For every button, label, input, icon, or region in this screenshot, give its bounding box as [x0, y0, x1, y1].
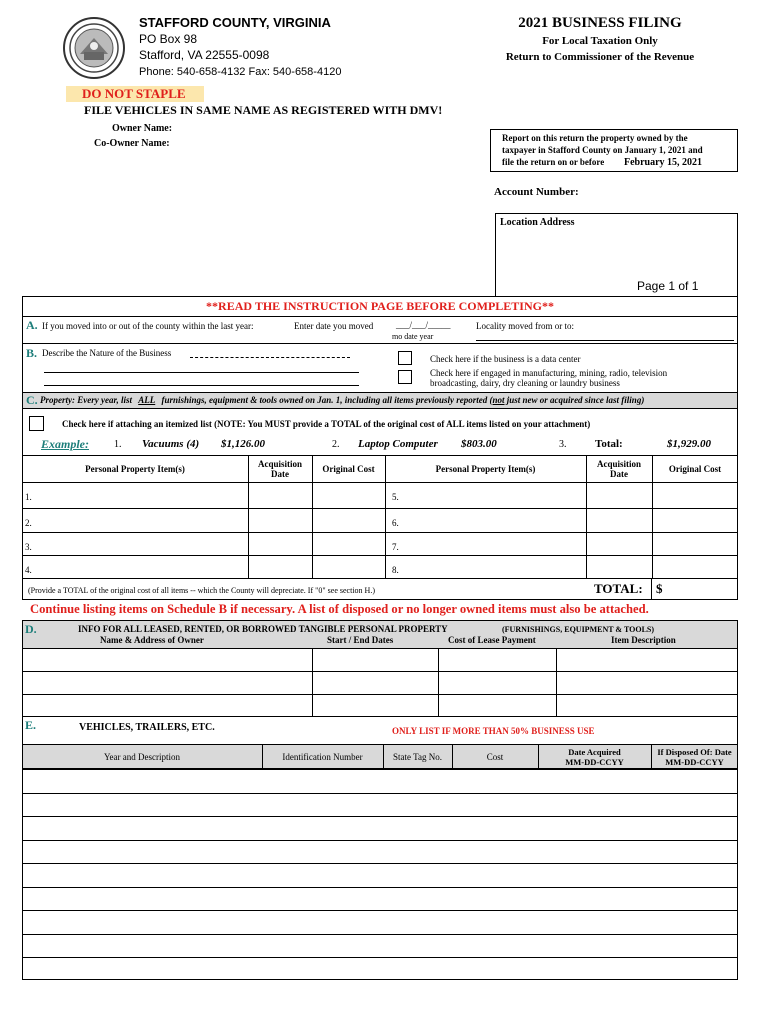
vehicle-row[interactable] — [23, 841, 737, 863]
coowner-name-label: Co-Owner Name: — [94, 138, 170, 149]
property-row-number: 2. — [25, 518, 32, 528]
section-c-text-a: Property: Every year, list — [40, 395, 132, 405]
form-title: 2021 BUSINESS FILING — [518, 15, 682, 31]
section-b-letter: B. — [26, 346, 38, 360]
example-num-2: 2. — [332, 439, 340, 450]
vehicle-col-header: Cost — [486, 752, 504, 762]
example-total-label: Total: — [595, 438, 623, 450]
section-e-title: VEHICLES, TRAILERS, ETC. — [79, 722, 215, 733]
vehicle-row[interactable] — [23, 864, 737, 886]
section-c-text-c: just new or acquired since last filing) — [506, 395, 645, 405]
vehicle-col-header: State Tag No. — [393, 752, 442, 762]
example-item-2: Laptop Computer — [358, 438, 438, 450]
example-cost-1: $1,126.00 — [221, 438, 265, 450]
moved-date-field[interactable]: ___/___/_____ — [396, 320, 451, 330]
property-row-number: 4. — [25, 565, 32, 575]
vehicle-row[interactable] — [23, 794, 737, 816]
due-date: February 15, 2021 — [624, 157, 703, 168]
instruction-banner: **READ THE INSTRUCTION PAGE BEFORE COMPLETING** — [206, 299, 554, 313]
form-subtitle: For Local Taxation Only — [542, 35, 658, 47]
location-address-label: Location Address — [500, 217, 575, 228]
example-num-3: 3. — [559, 439, 567, 450]
form-return-to: Return to Commissioner of the Revenue — [505, 51, 695, 63]
property-col-header: Original Cost — [668, 464, 722, 474]
total-dollar: $ — [656, 581, 663, 596]
po-box: PO Box 98 — [139, 32, 198, 46]
property-row-number: 3. — [25, 542, 32, 552]
section-d-title: INFO FOR ALL LEASED, RENTED, OR BORROWED TANGIBLE PERSONAL PROPERTY — [78, 624, 448, 634]
report-line1: Report on this return the property owned by the — [502, 133, 688, 143]
vehicle-col-header: Year and Description — [103, 752, 181, 762]
section-e-letter: E. — [25, 718, 37, 732]
report-line3: file the return on or before — [502, 157, 605, 167]
property-col-header: Original Cost — [322, 464, 375, 474]
continue-note: Continue listing items on Schedule B if necessary. A list of disposed or no longer owned items must also be attached. — [30, 602, 649, 616]
section-c-letter: C. — [26, 393, 38, 407]
section-c-text — [40, 395, 644, 405]
vehicle-row[interactable] — [23, 935, 737, 957]
property-row-number: 7. — [392, 542, 399, 552]
section-d-col-dates: Start / End Dates — [327, 635, 394, 645]
example-item-1: Vacuums (4) — [142, 438, 200, 450]
total-label: TOTAL: — [594, 581, 643, 596]
section-e-note: ONLY LIST IF MORE THAN 50% BUSINESS USE — [392, 726, 595, 736]
property-row-number: 8. — [392, 565, 399, 575]
example-num-1: 1. — [114, 439, 122, 450]
manufacturing-label-2: broadcasting, dairy, dry cleaning or laundry business — [430, 378, 620, 388]
acquisition-date-header: Date — [610, 469, 628, 479]
vehicle-row[interactable] — [23, 958, 737, 980]
section-c-all: ALL — [138, 395, 156, 405]
business-nature-field-3[interactable] — [44, 385, 359, 386]
itemized-list-label: Check here if attaching an itemized list (NOTE: You MUST provide a TOTAL of the original cost of ALL items listed on your attachment) — [62, 419, 591, 429]
lease-row[interactable] — [24, 671, 310, 692]
section-c-not: not — [492, 395, 505, 405]
section-b-text: Describe the Nature of the Business — [42, 348, 172, 358]
property-col-header: Personal Property Item(s) — [85, 464, 185, 474]
example-label: Example: — [41, 437, 89, 451]
section-a-text: If you moved into or out of the county within the last year: — [42, 321, 254, 331]
lease-row[interactable] — [24, 649, 310, 670]
data-center-label: Check here if the business is a data center — [430, 354, 581, 364]
total-note: (Provide a TOTAL of the original cost of all items -- which the County will depreciate. If "0" see section H.) — [28, 586, 375, 595]
date-format-hint: mo date year — [392, 332, 434, 341]
vehicle-date-format: MM-DD-CCYY — [565, 757, 624, 767]
section-c-text-b: furnishings, equipment & tools owned on Jan. 1, including all items previously reported ( — [161, 395, 493, 405]
vehicle-date-header: Date Acquired — [568, 747, 621, 757]
county-name: STAFFORD COUNTY, VIRGINIA — [139, 15, 331, 30]
section-a-letter: A. — [26, 318, 38, 332]
section-d-col-owner: Name & Address of Owner — [100, 635, 204, 645]
example-total: $1,929.00 — [667, 438, 711, 450]
acquisition-header: Acquisition — [257, 459, 302, 469]
example-cost-2: $803.00 — [461, 438, 497, 450]
lease-row[interactable] — [24, 694, 310, 715]
city-address: Stafford, VA 22555-0098 — [139, 48, 270, 62]
section-d-letter: D. — [25, 622, 37, 636]
property-col-header: Personal Property Item(s) — [435, 464, 536, 474]
do-not-staple: DO NOT STAPLE — [66, 86, 204, 102]
business-nature-field-2[interactable] — [44, 372, 359, 373]
vehicle-row[interactable] — [23, 888, 737, 910]
property-row-number: 5. — [392, 492, 399, 502]
section-d-title-sub: (FURNISHINGS, EQUIPMENT & TOOLS) — [502, 625, 655, 634]
section-d-col-cost: Cost of Lease Payment — [448, 635, 536, 645]
business-nature-field-1[interactable] — [190, 357, 350, 358]
manufacturing-checkbox[interactable] — [398, 370, 412, 384]
section-d-col-desc: Item Description — [611, 635, 676, 645]
phone-fax: Phone: 540-658-4132 Fax: 540-658-4120 — [139, 66, 342, 78]
vehicle-col-header: Identification Number — [282, 752, 363, 762]
acquisition-header: Acquisition — [596, 459, 641, 469]
data-center-checkbox[interactable] — [398, 351, 412, 365]
itemized-list-checkbox[interactable] — [29, 416, 44, 431]
account-number-label: Account Number: — [494, 186, 579, 198]
locality-label: Locality moved from or to: — [476, 321, 574, 331]
vehicle-row[interactable] — [23, 770, 737, 792]
owner-name-label: Owner Name: — [112, 123, 173, 134]
vehicle-date-header: If Disposed Of: Date — [657, 747, 732, 757]
county-seal — [62, 16, 126, 80]
property-row-number: 1. — [25, 492, 32, 502]
vehicle-row[interactable] — [23, 817, 737, 839]
dmv-notice: FILE VEHICLES IN SAME NAME AS REGISTERED WITH DMV! — [84, 103, 443, 117]
property-item-field[interactable] — [40, 482, 245, 508]
property-item-field[interactable] — [40, 555, 245, 578]
report-line2: taxpayer in Stafford County on January 1, 2021 and — [502, 145, 703, 155]
locality-field[interactable] — [476, 340, 734, 341]
acquisition-date-header: Date — [271, 469, 289, 479]
enter-date-label: Enter date you moved — [294, 321, 374, 331]
total-field[interactable] — [651, 578, 738, 600]
page-indicator: Page 1 of 1 — [637, 279, 699, 293]
property-row-number: 6. — [392, 518, 399, 528]
vehicle-row[interactable] — [23, 911, 737, 933]
vehicle-date-format: MM-DD-CCYY — [665, 757, 724, 767]
manufacturing-label-1: Check here if engaged in manufacturing, mining, radio, television — [430, 368, 668, 378]
property-item-field[interactable] — [40, 532, 245, 555]
property-item-field[interactable] — [40, 508, 245, 532]
